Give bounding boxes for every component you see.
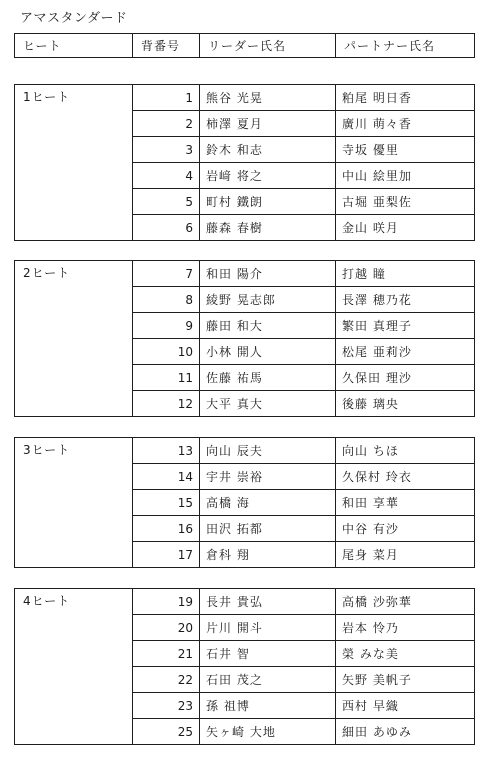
partner-name: 西村 早織	[336, 693, 475, 719]
bib-number: 2	[133, 111, 200, 137]
heat-label-cell	[15, 589, 133, 745]
leader-name: 石田 茂之	[200, 667, 336, 693]
bib-number: 1	[133, 85, 200, 111]
bib-number: 17	[133, 542, 200, 568]
bib-number: 25	[133, 719, 200, 745]
heat-label-cell	[15, 85, 133, 241]
leader-name: 矢ヶ崎 大地	[200, 719, 336, 745]
bib-number: 11	[133, 365, 200, 391]
partner-name: 打越 瞳	[336, 261, 475, 287]
table-row	[15, 589, 475, 615]
leader-name: 町村 鐵朗	[200, 189, 336, 215]
leader-name: 佐藤 祐馬	[200, 365, 336, 391]
header-number: 背番号	[133, 34, 200, 58]
heat-label-cell	[15, 261, 133, 417]
partner-name: 和田 享華	[336, 490, 475, 516]
partner-name: 中山 絵里加	[336, 163, 475, 189]
header-row	[15, 34, 475, 58]
bib-number: 9	[133, 313, 200, 339]
partner-name: 長澤 穂乃花	[336, 287, 475, 313]
leader-name: 小林 開人	[200, 339, 336, 365]
leader-name: 藤森 春樹	[200, 215, 336, 241]
partner-name: 尾身 菜月	[336, 542, 475, 568]
partner-name: 繁田 真理子	[336, 313, 475, 339]
heat-table	[14, 437, 475, 568]
partner-name: 細田 あゆみ	[336, 719, 475, 745]
partner-name: 古堀 亜梨佐	[336, 189, 475, 215]
bib-number: 21	[133, 641, 200, 667]
bib-number: 14	[133, 464, 200, 490]
leader-name: 片川 開斗	[200, 615, 336, 641]
partner-name: 矢野 美帆子	[336, 667, 475, 693]
bib-number: 13	[133, 438, 200, 464]
bib-number: 15	[133, 490, 200, 516]
heat-table	[14, 588, 475, 745]
leader-name: 長井 貴弘	[200, 589, 336, 615]
partner-name: 久保村 玲衣	[336, 464, 475, 490]
heat-label: 2ヒート	[23, 266, 71, 280]
partner-name: 後藤 璃央	[336, 391, 475, 417]
bib-number: 16	[133, 516, 200, 542]
bib-number: 19	[133, 589, 200, 615]
partner-name: 粕尾 明日香	[336, 85, 475, 111]
partner-name: 寺坂 優里	[336, 137, 475, 163]
partner-name: 向山 ちほ	[336, 438, 475, 464]
partner-name: 中谷 有沙	[336, 516, 475, 542]
partner-name: 松尾 亜莉沙	[336, 339, 475, 365]
header-heat: ヒート	[15, 34, 133, 58]
partner-name: 金山 咲月	[336, 215, 475, 241]
leader-name: 柿澤 夏月	[200, 111, 336, 137]
leader-name: 田沢 拓都	[200, 516, 336, 542]
header-table	[14, 33, 475, 58]
partner-name: 廣川 萌々香	[336, 111, 475, 137]
bib-number: 4	[133, 163, 200, 189]
heat-label: 3ヒート	[23, 443, 71, 457]
partner-name: 榮 みな美	[336, 641, 475, 667]
bib-number: 20	[133, 615, 200, 641]
table-row	[15, 261, 475, 287]
table-row	[15, 438, 475, 464]
table-row	[15, 85, 475, 111]
bib-number: 12	[133, 391, 200, 417]
bib-number: 6	[133, 215, 200, 241]
bib-number: 7	[133, 261, 200, 287]
leader-name: 藤田 和大	[200, 313, 336, 339]
heat-table	[14, 260, 475, 417]
leader-name: 向山 辰夫	[200, 438, 336, 464]
leader-name: 熊谷 光晃	[200, 85, 336, 111]
bib-number: 22	[133, 667, 200, 693]
bib-number: 5	[133, 189, 200, 215]
bib-number: 3	[133, 137, 200, 163]
partner-name: 岩本 怜乃	[336, 615, 475, 641]
bib-number: 8	[133, 287, 200, 313]
leader-name: 孫 祖博	[200, 693, 336, 719]
leader-name: 岩﨑 将之	[200, 163, 336, 189]
partner-name: 高橋 沙弥華	[336, 589, 475, 615]
header-leader: リーダー氏名	[200, 34, 336, 58]
leader-name: 和田 陽介	[200, 261, 336, 287]
heat-label: 4ヒート	[23, 594, 71, 608]
heat-label: 1ヒート	[23, 90, 71, 104]
leader-name: 大平 真大	[200, 391, 336, 417]
leader-name: 綾野 晃志郎	[200, 287, 336, 313]
bib-number: 10	[133, 339, 200, 365]
leader-name: 倉科 翔	[200, 542, 336, 568]
document-title: アマスタンダード	[20, 11, 128, 26]
heat-label-cell	[15, 438, 133, 568]
bib-number: 23	[133, 693, 200, 719]
leader-name: 鈴木 和志	[200, 137, 336, 163]
leader-name: 石井 智	[200, 641, 336, 667]
partner-name: 久保田 理沙	[336, 365, 475, 391]
header-partner: パートナー氏名	[336, 34, 475, 58]
leader-name: 宇井 崇裕	[200, 464, 336, 490]
heat-table	[14, 84, 475, 241]
leader-name: 高橋 海	[200, 490, 336, 516]
